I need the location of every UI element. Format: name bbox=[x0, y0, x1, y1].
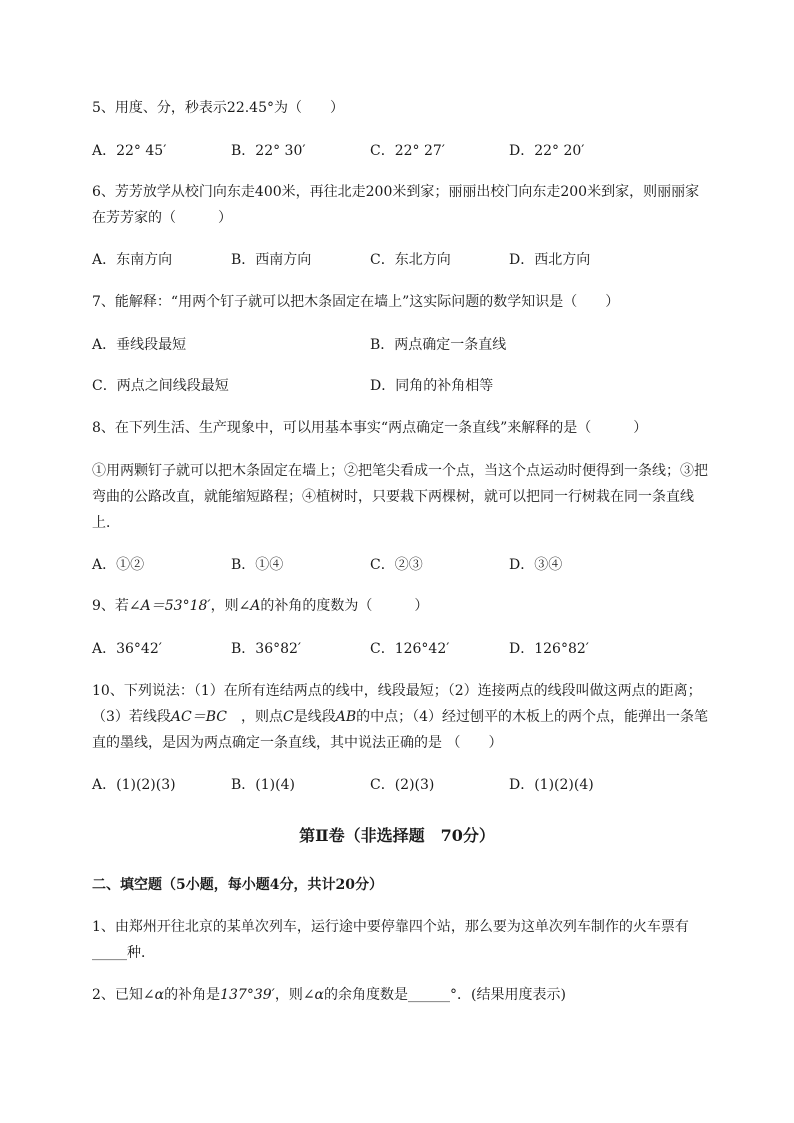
q10-option-d: D．(1)(2)(4) bbox=[509, 777, 594, 793]
section-2-title: 第Ⅱ卷（非选择题 70分） bbox=[299, 826, 495, 845]
q8-desc-line3: 上． bbox=[92, 515, 120, 531]
q10-option-a: A．(1)(2)(3) bbox=[92, 777, 176, 793]
q10-segment-ab: AB bbox=[335, 709, 357, 725]
q8-option-b: B．①④ bbox=[231, 557, 284, 573]
q9-option-d: D．126°82′ bbox=[509, 641, 589, 657]
f2-supplement-value: 137°39′ bbox=[220, 987, 275, 1003]
q10-line2-c: 是线段 bbox=[293, 709, 336, 725]
q9-angle-symbol: ∠A bbox=[238, 598, 261, 614]
q10-line2-a: （3）若线段 bbox=[92, 709, 171, 725]
f2-prefix: 2、已知 bbox=[92, 987, 143, 1003]
q6-stem-line1: 6、芳芳放学从校门向东走400米，再往北走200米到家；丽丽出校门向东走200米到家，则丽丽家 bbox=[92, 184, 700, 200]
q5-option-b: B．22° 30′ bbox=[231, 143, 306, 159]
f2-mid2: ，则 bbox=[274, 987, 303, 1003]
q8-option-a: A．①② bbox=[92, 557, 145, 573]
q10-line2 bbox=[92, 707, 708, 727]
q6-option-d: D．西北方向 bbox=[509, 252, 591, 268]
q10-option-c: C．(2)(3) bbox=[370, 777, 435, 793]
q7-option-c: C．两点之间线段最短 bbox=[92, 378, 229, 394]
q8-stem: 8、在下列生活、生产现象中，可以用基本事实“两点确定一条直线”来解释的是（ ） bbox=[92, 420, 648, 436]
q8-desc-line1: ①用两颗钉子就可以把木条固定在墙上；②把笔尖看成一个点，当这个点运动时便得到一条线；③把 bbox=[92, 463, 708, 479]
q10-line3: 直的墨线，是因为两点确定一条直线，其中说法正确的是 （ ） bbox=[92, 735, 503, 751]
q10-point-c: C bbox=[283, 709, 294, 725]
q10-line1: 10、下列说法：（1）在所有连结两点的线中，线段最短；（2）连接两点的线段叫做这两点的距离； bbox=[92, 683, 702, 699]
q6-stem-line2: 在芳芳家的（ ） bbox=[92, 210, 232, 226]
q10-option-b: B．(1)(4) bbox=[231, 777, 295, 793]
q7-option-b: B．两点确定一条直线 bbox=[370, 337, 507, 353]
f1-line1: 1、由郑州开往北京的某单次列车，运行途中要停靠四个站，那么要为这单次列车制作的火车票有 bbox=[92, 919, 689, 935]
q10-line2-b: ，则点 bbox=[227, 709, 284, 725]
q5-stem: 5、用度、分，秒表示22.45°为（ ） bbox=[92, 100, 344, 116]
q7-option-d: D．同角的补角相等 bbox=[370, 378, 494, 394]
q10-equation: AC＝BC bbox=[170, 709, 228, 725]
q8-option-c: C．②③ bbox=[370, 557, 423, 573]
q9-angle-expression: ∠A＝53°18′ bbox=[128, 598, 211, 614]
q7-stem: 7、能解释：“用两个钉子就可以把木条固定在墙上”这实际问题的数学知识是（ ） bbox=[92, 294, 620, 310]
q6-option-c: C．东北方向 bbox=[370, 252, 451, 268]
q9-option-b: B．36°82′ bbox=[231, 641, 302, 657]
q6-option-a: A．东南方向 bbox=[92, 252, 173, 268]
q5-option-a: A．22° 45′ bbox=[92, 143, 167, 159]
q5-option-c: C．22° 27′ bbox=[370, 143, 445, 159]
q5-option-d: D．22° 20′ bbox=[509, 143, 585, 159]
q9-stem-mid: ，则 bbox=[210, 598, 239, 614]
f2-angle-alpha: ∠α bbox=[142, 987, 165, 1003]
q7-option-a: A．垂线段最短 bbox=[92, 337, 187, 353]
q8-desc-line2: 弯曲的公路改直，就能缩短路程；④植树时，只要栽下两棵树，就可以把同一行树栽在同一条直线 bbox=[92, 489, 694, 505]
q10-line2-d: 的中点；（4）经过刨平的木板上的两个点，能弹出一条笔 bbox=[356, 709, 709, 725]
fill-in-heading: 二、填空题（5小题，每小题4分，共计20分） bbox=[92, 877, 383, 893]
f2-angle-alpha-2: ∠α bbox=[302, 987, 325, 1003]
q9-stem-prefix: 9、若 bbox=[92, 598, 129, 614]
f1-line2: _____种． bbox=[92, 945, 155, 961]
q9-stem bbox=[92, 596, 428, 616]
q9-stem-suffix: 的补角的度数为（ ） bbox=[260, 598, 429, 614]
f2-mid1: 的补角是 bbox=[164, 987, 221, 1003]
q8-option-d: D．③④ bbox=[509, 557, 563, 573]
q6-option-b: B．西南方向 bbox=[231, 252, 312, 268]
f2-suffix: 的余角度数是______°．(结果用度表示) bbox=[324, 987, 566, 1003]
f2-stem bbox=[92, 985, 566, 1005]
q9-option-a: A．36°42′ bbox=[92, 641, 162, 657]
q9-option-c: C．126°42′ bbox=[370, 641, 450, 657]
